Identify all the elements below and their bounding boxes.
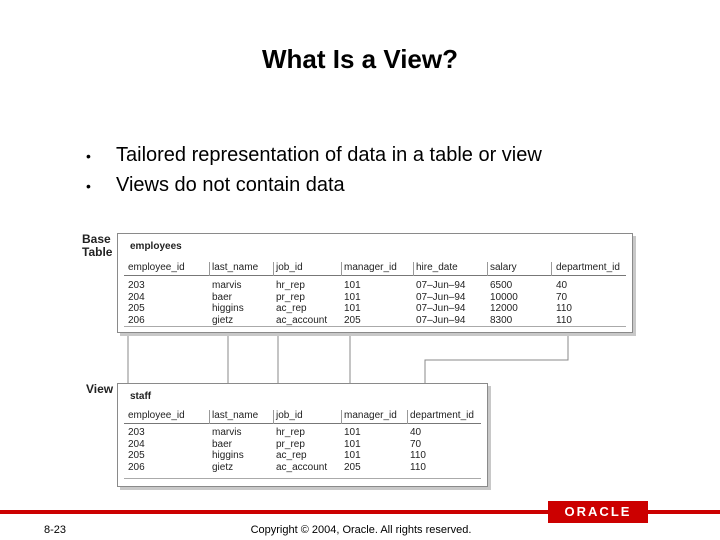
table-cell: baer xyxy=(212,438,233,450)
table-cell: 205 xyxy=(344,314,361,326)
table-cell: 205 xyxy=(344,461,361,473)
column-header: department_id xyxy=(556,262,620,273)
table-cell: 101 xyxy=(344,427,361,438)
table-header-row xyxy=(124,408,481,424)
table-name: employees xyxy=(130,241,182,252)
base-label-line: Base xyxy=(82,232,111,246)
table-cell: higgins xyxy=(212,450,244,461)
table-cell: 110 xyxy=(410,461,426,473)
table-bottom-rule xyxy=(124,326,626,327)
table-label-line: Table xyxy=(82,245,113,259)
bullet-dot: • xyxy=(86,148,91,164)
column-header: last_name xyxy=(212,262,274,276)
column-header: manager_id xyxy=(344,262,414,276)
table-cell: ac_account xyxy=(276,461,328,473)
employees-table xyxy=(117,233,633,333)
table-cell: pr_rep xyxy=(276,438,305,450)
table-cell: 101 xyxy=(344,450,361,461)
table-cell: ac_account xyxy=(276,314,328,326)
table-name: staff xyxy=(130,391,152,402)
table-cell: 205 xyxy=(128,450,145,461)
table-cell: higgins xyxy=(212,303,244,314)
column-header: job_id xyxy=(276,410,342,424)
table-cell: ac_rep xyxy=(276,303,307,314)
table-cell: hr_rep xyxy=(276,427,305,438)
table-cell: 101 xyxy=(344,438,361,450)
table-cell: 07–Jun–94 xyxy=(416,280,466,291)
table-cell: 110 xyxy=(556,303,572,314)
table-cell: 07–Jun–94 xyxy=(416,303,466,314)
bullet-text: Tailored representation of data in a table or view xyxy=(116,144,542,166)
column-header: manager_id xyxy=(344,410,408,424)
column-header: employee_id xyxy=(128,262,210,276)
column-header: last_name xyxy=(212,410,274,424)
oracle-logo: ORACLE xyxy=(548,501,648,523)
table-cell: 70 xyxy=(410,438,422,450)
mapping-line-department-id xyxy=(425,331,568,386)
column-header: hire_date xyxy=(416,262,488,276)
table-cell: hr_rep xyxy=(276,280,305,291)
table-cell: marvis xyxy=(212,280,242,291)
slide-title: What Is a View? xyxy=(261,44,458,74)
table-cell: 10000 xyxy=(490,291,518,303)
table-cell: 204 xyxy=(128,291,145,303)
table-cell: ac_rep xyxy=(276,450,307,461)
column-header: employee_id xyxy=(128,410,210,424)
table-cell: 101 xyxy=(344,291,361,303)
table-header-row xyxy=(124,260,626,276)
table-cell: 8300 xyxy=(490,314,513,326)
table-cell: 40 xyxy=(556,280,568,291)
table-cell: 101 xyxy=(344,303,361,314)
table-cell: 206 xyxy=(128,461,145,473)
column-header: salary xyxy=(490,262,552,276)
table-bottom-rule xyxy=(124,478,481,479)
bullet-dot: • xyxy=(86,178,91,194)
bullet-text: Views do not contain data xyxy=(116,174,345,196)
table-cell: 101 xyxy=(344,280,361,291)
table-cell: 204 xyxy=(128,438,145,450)
table-cell: 110 xyxy=(556,314,572,326)
table-cell: 07–Jun–94 xyxy=(416,291,466,303)
view-label: View xyxy=(86,382,114,396)
table-cell: 206 xyxy=(128,314,145,326)
copyright-notice: Copyright © 2004, Oracle. All rights reserved. xyxy=(250,524,472,536)
table-cell: 07–Jun–94 xyxy=(416,314,466,326)
table-cell: pr_rep xyxy=(276,291,305,303)
table-cell: baer xyxy=(212,291,233,303)
column-header: job_id xyxy=(276,262,342,276)
table-cell: 6500 xyxy=(490,280,513,291)
slide-number: 8-23 xyxy=(44,524,67,536)
table-cell: 205 xyxy=(128,303,145,314)
table-cell: 40 xyxy=(410,427,422,438)
table-cell: gietz xyxy=(212,461,234,473)
table-cell: gietz xyxy=(212,314,234,326)
table-cell: 203 xyxy=(128,280,145,291)
table-cell: 110 xyxy=(410,450,426,461)
table-cell: 12000 xyxy=(490,303,518,314)
table-cell: 203 xyxy=(128,427,145,438)
table-cell: marvis xyxy=(212,427,242,438)
table-cell: 70 xyxy=(556,291,568,303)
staff-view-table xyxy=(117,383,488,487)
column-header: department_id xyxy=(410,410,474,421)
